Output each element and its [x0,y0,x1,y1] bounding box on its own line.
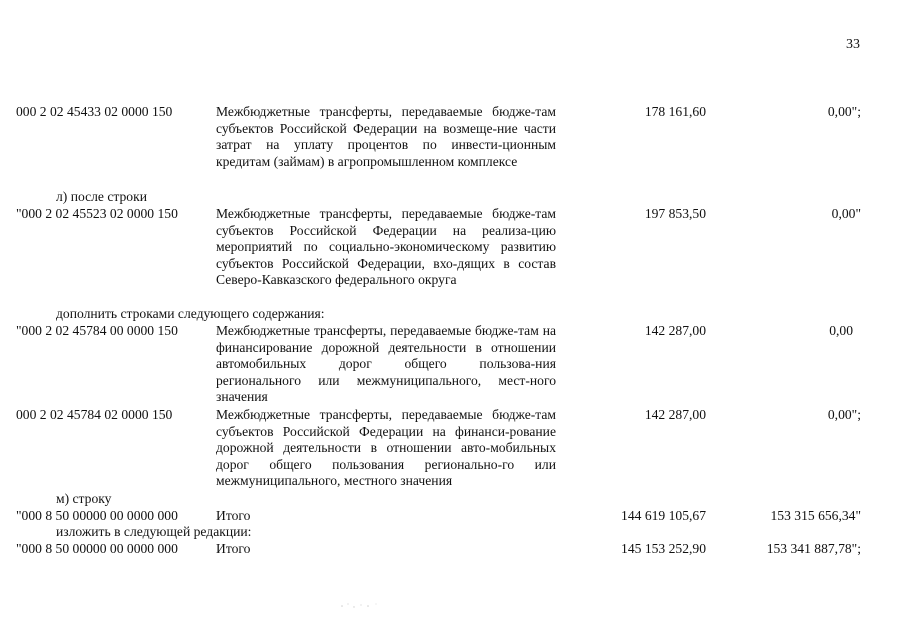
value-column-2: 0,00"; [827,104,861,119]
value-column-2: 153 341 887,78"; [766,541,861,556]
budget-code: "000 8 50 00000 00 0000 000 [16,508,178,523]
row-description: Итого [216,541,251,556]
value-column-2: 0,00 [829,323,853,338]
instruction-after-line: л) после строки [56,189,147,204]
instruction-restate: изложить в следующей редакции: [56,524,252,539]
row-description: Межбюджетные трансферты, передаваемые бюдже-там субъектов Российской Федерации на реализа-цию мероприятий по социально-экономическому развитию субъектов Российской Федерации, вхо-дящих в состав Северо-Кавказского федерального округа [216,206,556,288]
value-column-1: 197 853,50 [644,206,706,221]
value-column-1: 144 619 105,67 [621,508,706,523]
row-description: Межбюджетные трансферты, передаваемые бюдже-там субъектов Российской Федерации на финанси-рование дорожной деятельности в отношении авто-мобильных дорог общего пользования регионально-го или межмуниципального, местного значения [216,407,556,489]
page-number: 33 [846,37,860,52]
value-column-1: 142 287,00 [644,323,706,338]
budget-code: "000 2 02 45523 02 0000 150 [16,206,178,221]
value-column-1: 178 161,60 [644,104,706,119]
instruction-append-rows: дополнить строками следующего содержания: [56,306,325,321]
value-column-2: 0,00" [831,206,861,221]
budget-code: "000 2 02 45784 00 0000 150 [16,323,178,338]
row-description: Итого [216,508,251,523]
value-column-1: 142 287,00 [644,407,706,422]
budget-code: 000 2 02 45433 02 0000 150 [16,104,173,119]
budget-code: 000 2 02 45784 02 0000 150 [16,407,173,422]
instruction-line: м) строку [56,491,112,506]
scan-speck [338,600,382,610]
value-column-2: 0,00"; [827,407,861,422]
row-description: Межбюджетные трансферты, передаваемые бюдже-там субъектов Российской Федерации на возмеще-ние части затрат на уплату процентов по инвести-ционным кредитам (займам) в агропромышленном комплексе [216,104,556,169]
budget-code: "000 8 50 00000 00 0000 000 [16,541,178,556]
value-column-2: 153 315 656,34" [770,508,861,523]
row-description: Межбюджетные трансферты, передаваемые бюдже-там на финансирование дорожной деятельности в отношении автомобильных дорог общего пользова-ния регионального или межмуниципального, мест-ного значения [216,323,556,405]
value-column-1: 145 153 252,90 [621,541,706,556]
